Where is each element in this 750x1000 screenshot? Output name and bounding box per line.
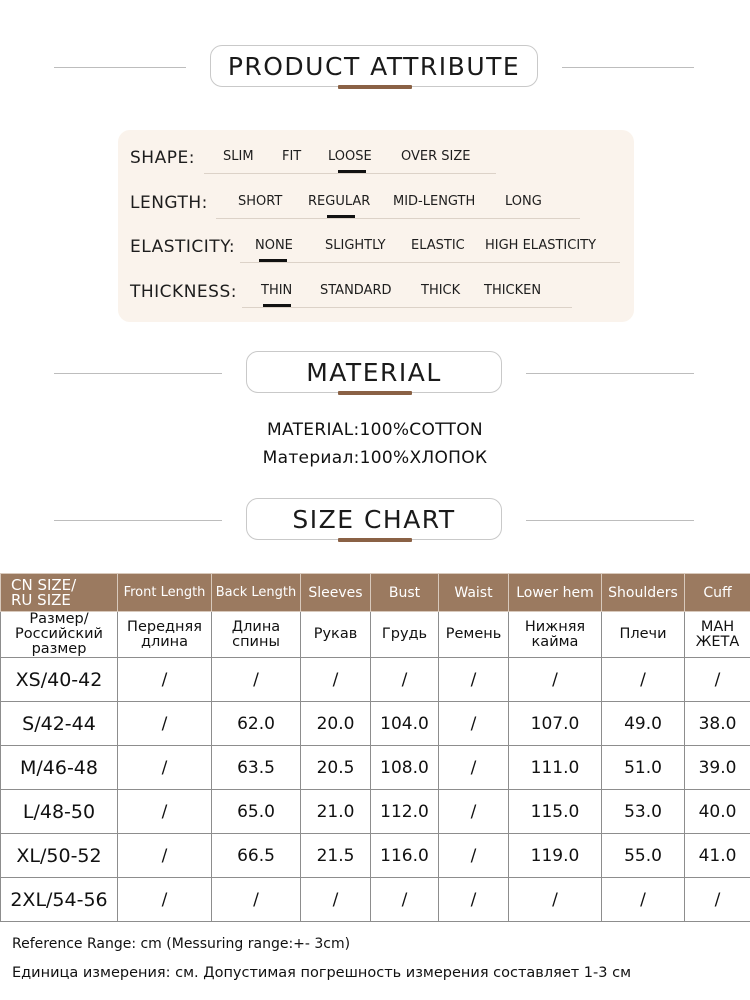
option-none: NONE: [255, 238, 293, 253]
table-cell: /: [118, 790, 212, 834]
material-line-en: MATERIAL:100%COTTON: [267, 420, 483, 440]
attribute-title: PRODUCT ATTRIBUTE: [210, 45, 538, 87]
attribute-rule: [240, 262, 620, 263]
table-cell: 39.0: [685, 746, 750, 790]
divider-left: [54, 520, 222, 521]
selected-marker: [338, 170, 366, 173]
table-cell: /: [439, 790, 509, 834]
divider-left: [54, 67, 186, 68]
table-cell: /: [118, 878, 212, 922]
table-row: [1, 790, 750, 834]
table-cell: 115.0: [509, 790, 602, 834]
table-cell: 108.0: [371, 746, 439, 790]
table-cell: 21.0: [301, 790, 371, 834]
reference-range-ru: Единица измерения: см. Допустимая погрешность измерения составляет 1-3 см: [12, 965, 632, 981]
table-cell: /: [371, 878, 439, 922]
table-row: [1, 658, 750, 702]
table-cell: 66.5: [212, 834, 301, 878]
option-short: SHORT: [238, 194, 283, 209]
table-row: [1, 834, 750, 878]
table-cell: 53.0: [602, 790, 685, 834]
table-cell: /: [118, 746, 212, 790]
table-cell: /: [509, 658, 602, 702]
size-chart-title: SIZE CHART: [246, 498, 502, 540]
ru-header-cell: Размер/ Российский размер: [1, 612, 118, 658]
divider-right: [562, 67, 694, 68]
table-cell: /: [602, 658, 685, 702]
table-cell: /: [439, 702, 509, 746]
selected-marker: [259, 259, 287, 262]
size-cell: 2XL/54-56: [1, 878, 118, 922]
attribute-row-length: [118, 191, 634, 221]
option-elastic: ELASTIC: [411, 238, 465, 253]
option-fit: FIT: [282, 149, 302, 164]
reference-range-en: Reference Range: cm (Messuring range:+- 3cm): [12, 936, 351, 952]
title-underline: [338, 85, 412, 89]
table-cell: 38.0: [685, 702, 750, 746]
attribute-row-shape: [118, 146, 634, 176]
table-cell: /: [509, 878, 602, 922]
table-cell: 55.0: [602, 834, 685, 878]
table-cell: 51.0: [602, 746, 685, 790]
attribute-section-header: [0, 45, 750, 93]
table-cell: 111.0: [509, 746, 602, 790]
size-chart-table: [0, 573, 750, 922]
header-cell: Sleeves: [301, 574, 371, 612]
table-cell: /: [212, 658, 301, 702]
size-cell: M/46-48: [1, 746, 118, 790]
option-loose: LOOSE: [328, 149, 372, 164]
ru-header-cell: Ремень: [439, 612, 509, 658]
table-cell: 49.0: [602, 702, 685, 746]
ru-header-cell: Рукав: [301, 612, 371, 658]
attribute-row-thickness: [118, 280, 634, 310]
ru-header-cell: Длина спины: [212, 612, 301, 658]
ru-header-cell: Плечи: [602, 612, 685, 658]
table-cell: /: [685, 658, 750, 702]
table-row: [1, 702, 750, 746]
attribute-label: THICKNESS:: [130, 282, 237, 302]
attribute-panel: [118, 130, 634, 322]
table-cell: 116.0: [371, 834, 439, 878]
selected-marker: [263, 304, 291, 307]
ru-header-cell: Передняя длина: [118, 612, 212, 658]
header-cell: Cuff: [685, 574, 750, 612]
table-cell: 20.5: [301, 746, 371, 790]
header-cell: Back Length: [212, 574, 301, 612]
divider-right: [526, 373, 694, 374]
header-cell: Shoulders: [602, 574, 685, 612]
table-cell: /: [685, 878, 750, 922]
option-mid-length: MID-LENGTH: [393, 194, 476, 209]
size-cell: XL/50-52: [1, 834, 118, 878]
table-cell: 41.0: [685, 834, 750, 878]
attribute-rule: [242, 307, 572, 308]
option-high-elasticity: HIGH ELASTICITY: [485, 238, 597, 253]
table-cell: 104.0: [371, 702, 439, 746]
table-cell: /: [301, 658, 371, 702]
title-underline: [338, 538, 412, 542]
ru-header-cell: Грудь: [371, 612, 439, 658]
table-cell: /: [439, 658, 509, 702]
table-cell: 21.5: [301, 834, 371, 878]
attribute-label: SHAPE:: [130, 148, 195, 168]
size-cell: XS/40-42: [1, 658, 118, 702]
table-cell: /: [212, 878, 301, 922]
material-title: MATERIAL: [246, 351, 502, 393]
table-cell: /: [371, 658, 439, 702]
option-over-size: OVER SIZE: [401, 149, 471, 164]
table-row: [1, 746, 750, 790]
divider-right: [526, 520, 694, 521]
option-thick: THICK: [421, 283, 461, 298]
size-cell: L/48-50: [1, 790, 118, 834]
attribute-label: LENGTH:: [130, 193, 208, 213]
table-cell: 63.5: [212, 746, 301, 790]
table-cell: 65.0: [212, 790, 301, 834]
option-standard: STANDARD: [320, 283, 392, 298]
header-cell: Lower hem: [509, 574, 602, 612]
table-header-row-en: [1, 574, 750, 612]
table-cell: 20.0: [301, 702, 371, 746]
material-section-header: [0, 351, 750, 399]
table-cell: 40.0: [685, 790, 750, 834]
ru-header-cell: Нижняя кайма: [509, 612, 602, 658]
option-slim: SLIM: [223, 149, 254, 164]
ru-header-cell: МАН ЖЕТА: [685, 612, 750, 658]
table-cell: 119.0: [509, 834, 602, 878]
option-slightly: SLIGHTLY: [325, 238, 386, 253]
attribute-rule: [216, 218, 580, 219]
table-cell: 112.0: [371, 790, 439, 834]
option-thicken: THICKEN: [484, 283, 542, 298]
table-cell: 107.0: [509, 702, 602, 746]
table-cell: /: [118, 658, 212, 702]
selected-marker: [327, 215, 355, 218]
header-cell: Bust: [371, 574, 439, 612]
header-cell: CN SIZE/ RU SIZE: [1, 574, 118, 612]
table-cell: 62.0: [212, 702, 301, 746]
table-cell: /: [118, 834, 212, 878]
attribute-label: ELASTICITY:: [130, 237, 236, 257]
table-cell: /: [602, 878, 685, 922]
table-cell: /: [439, 878, 509, 922]
size-cell: S/42-44: [1, 702, 118, 746]
header-cell: Front Length: [118, 574, 212, 612]
title-underline: [338, 391, 412, 395]
table-row: [1, 878, 750, 922]
attribute-row-elasticity: [118, 235, 634, 265]
size-chart-section-header: [0, 498, 750, 546]
divider-left: [54, 373, 222, 374]
table-cell: /: [118, 702, 212, 746]
option-thin: THIN: [261, 283, 293, 298]
table-cell: /: [439, 746, 509, 790]
option-long: LONG: [505, 194, 542, 209]
material-line-ru: Материал:100%ХЛОПОК: [262, 448, 488, 468]
header-cell: Waist: [439, 574, 509, 612]
table-cell: /: [439, 834, 509, 878]
table-cell: /: [301, 878, 371, 922]
table-header-row-ru: [1, 612, 750, 658]
attribute-rule: [204, 173, 496, 174]
option-regular: REGULAR: [308, 194, 371, 209]
